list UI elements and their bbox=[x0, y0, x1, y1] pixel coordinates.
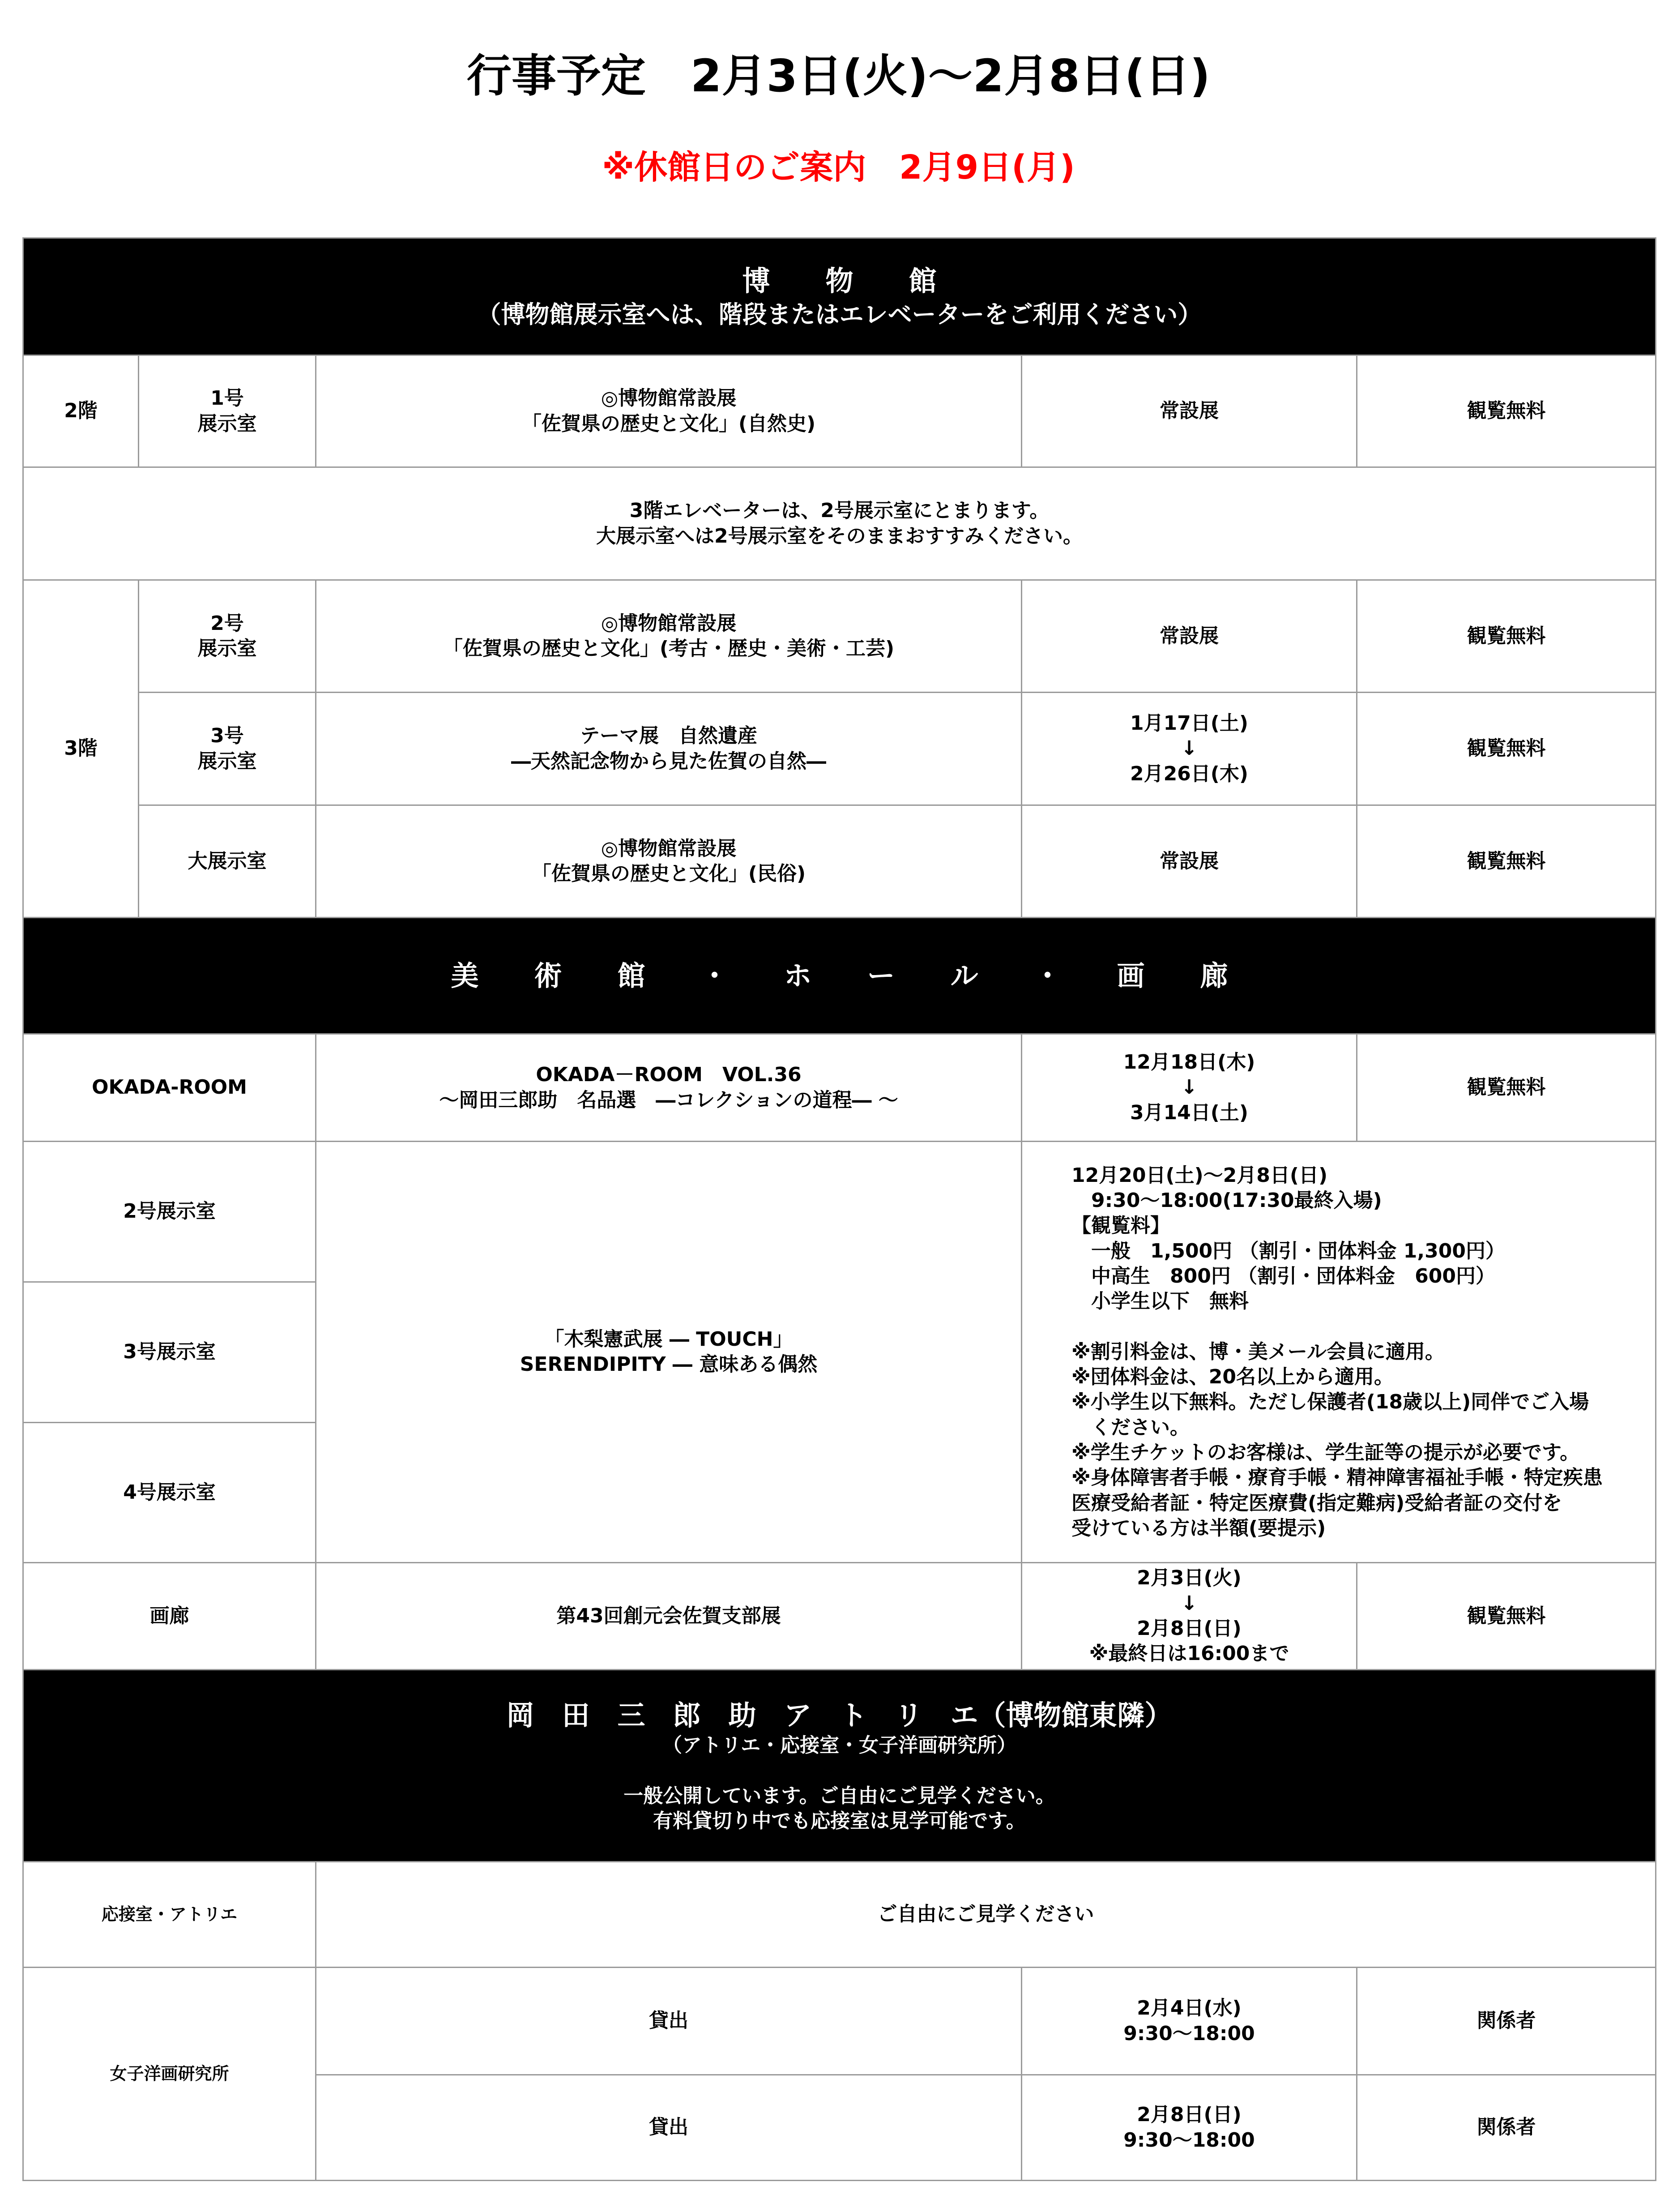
visit-note: ご自由にご見学ください bbox=[316, 1862, 1656, 1968]
atelier-header-title: 岡 田 三 郎 助 ア ト リ エ（博物館東隣） bbox=[506, 1699, 1173, 1732]
room-label: 女子洋画研究所 bbox=[23, 1968, 316, 2181]
atelier-header: 岡 田 三 郎 助 ア ト リ エ（博物館東隣） （アトリエ・応接室・女子洋画研究所） 一般公開しています。ご自由にご見学ください。 有料貸切り中でも応接室は見学可能です。 bbox=[23, 1670, 1656, 1862]
exhibit-period: 常設展 bbox=[1022, 580, 1357, 693]
room-label: 3号展示室 bbox=[23, 1282, 316, 1423]
art-header-title: 美 術 館 ・ ホ ー ル ・ 画 廊 bbox=[451, 959, 1228, 992]
exhibit-fee: 観覧無料 bbox=[1357, 1034, 1656, 1142]
room-label: 1号 展示室 bbox=[139, 355, 316, 467]
room-label: 4号展示室 bbox=[23, 1423, 316, 1563]
room-label: 応接室・アトリエ bbox=[23, 1862, 316, 1968]
page-title: 行事予定 2月3日(火)～2月8日(日) bbox=[466, 50, 1211, 102]
arrow-down-icon: ↓ bbox=[1181, 737, 1198, 760]
exhibit-title: 第43回創元会佐賀支部展 bbox=[316, 1563, 1022, 1670]
exhibit-title: ◎博物館常設展 「佐賀県の歴史と文化」(考古・歴史・美術・工芸) bbox=[316, 580, 1022, 693]
art-header bbox=[23, 918, 1656, 1034]
exhibit-title: OKADA－ROOM VOL.36 ～岡田三郎助 名品選 ―コレクションの道程― ～ bbox=[316, 1034, 1022, 1142]
atelier-header-subtitle: （アトリエ・応接室・女子洋画研究所） bbox=[662, 1734, 1017, 1757]
schedule-table bbox=[22, 237, 1656, 2181]
table-row bbox=[23, 580, 1656, 693]
exhibit-title: ◎博物館常設展 「佐賀県の歴史と文化」(自然史) bbox=[316, 355, 1022, 467]
exhibit-period: 常設展 bbox=[1022, 355, 1357, 467]
exhibit-info: 12月20日(土)～2月8日(日) 9:30～18:00(17:30最終入場) 【観覧料】 一般 1,500円 （割引・団体料金 1,300円） 中高生 800円 （割引・団体料金 600円） 小学生以下 無料 ※割引料金は、博・美メール会員に適用。 ※団体料金は、20名以上から適用。 ※小学生以下無料。ただし保護者(18歳以上)同伴でご入場 ください。 ※学生チケットのお客様は、学生証等の提示が必要です。 ※身体障害者手帳・療育手帳・精神障害福祉手帳・特定疾患 医療受給者証・特定医療費(指定難病)受給者証の交付を 受けている方は半額(要提示) bbox=[1022, 1142, 1656, 1563]
art-header-row bbox=[23, 918, 1656, 1034]
room-label: 2号 展示室 bbox=[139, 580, 316, 693]
exhibit-period: 12月18日(木) ↓ 3月14日(土) bbox=[1022, 1034, 1357, 1142]
museum-header-subtitle: （博物館展示室へは、階段またはエレベーターをご利用ください） bbox=[477, 300, 1202, 329]
table-row bbox=[23, 1142, 1656, 1282]
room-label: 3号 展示室 bbox=[139, 693, 316, 805]
exhibit-period: 常設展 bbox=[1022, 805, 1357, 918]
usage-party: 関係者 bbox=[1357, 2075, 1656, 2181]
floor-label: 2階 bbox=[23, 355, 139, 467]
exhibit-fee: 観覧無料 bbox=[1357, 1563, 1656, 1670]
closed-day-notice: ※休館日のご案内 2月9日(月) bbox=[602, 148, 1075, 187]
usage-status: 貸出 bbox=[316, 1968, 1022, 2075]
exhibit-title: ◎博物館常設展 「佐賀県の歴史と文化」(民俗) bbox=[316, 805, 1022, 918]
arrow-down-icon: ↓ bbox=[1181, 1076, 1198, 1099]
room-label: 画廊 bbox=[23, 1563, 316, 1670]
elevator-notice: 3階エレベーターは、2号展示室にとまります。 大展示室へは2号展示室をそのままおすすみください。 bbox=[23, 467, 1656, 580]
usage-status: 貸出 bbox=[316, 2075, 1022, 2181]
usage-datetime: 2月4日(水) 9:30～18:00 bbox=[1022, 1968, 1357, 2075]
room-label: 大展示室 bbox=[139, 805, 316, 918]
exhibit-title: 「木梨憲武展 ― TOUCH」 SERENDIPITY ― 意味ある偶然 bbox=[316, 1142, 1022, 1563]
usage-datetime: 2月8日(日) 9:30～18:00 bbox=[1022, 2075, 1357, 2181]
museum-header-title: 博 物 館 bbox=[742, 265, 937, 298]
table-row bbox=[23, 1563, 1656, 1670]
floor-label: 3階 bbox=[23, 580, 139, 918]
museum-header-row bbox=[23, 238, 1656, 355]
room-label: OKADA-ROOM bbox=[23, 1034, 316, 1142]
table-row bbox=[23, 1862, 1656, 1968]
arrow-down-icon: ↓ bbox=[1181, 1592, 1198, 1615]
exhibit-period: 1月17日(土) ↓ 2月26日(木) bbox=[1022, 693, 1357, 805]
exhibit-fee: 観覧無料 bbox=[1357, 693, 1656, 805]
room-label: 2号展示室 bbox=[23, 1142, 316, 1282]
atelier-header-row bbox=[23, 1670, 1656, 1862]
usage-party: 関係者 bbox=[1357, 1968, 1656, 2075]
table-row bbox=[23, 693, 1656, 805]
table-row bbox=[23, 805, 1656, 918]
table-row bbox=[23, 1968, 1656, 2075]
exhibit-title: テーマ展 自然遺産 ―天然記念物から見た佐賀の自然― bbox=[316, 693, 1022, 805]
table-row bbox=[23, 355, 1656, 467]
exhibit-fee: 観覧無料 bbox=[1357, 580, 1656, 693]
museum-header bbox=[23, 238, 1656, 355]
elevator-notice-row bbox=[23, 467, 1656, 580]
exhibit-fee: 観覧無料 bbox=[1357, 355, 1656, 467]
exhibit-period: 2月3日(火) ↓ 2月8日(日) ※最終日は16:00まで bbox=[1022, 1563, 1357, 1670]
table-row bbox=[23, 1034, 1656, 1142]
exhibit-fee: 観覧無料 bbox=[1357, 805, 1656, 918]
